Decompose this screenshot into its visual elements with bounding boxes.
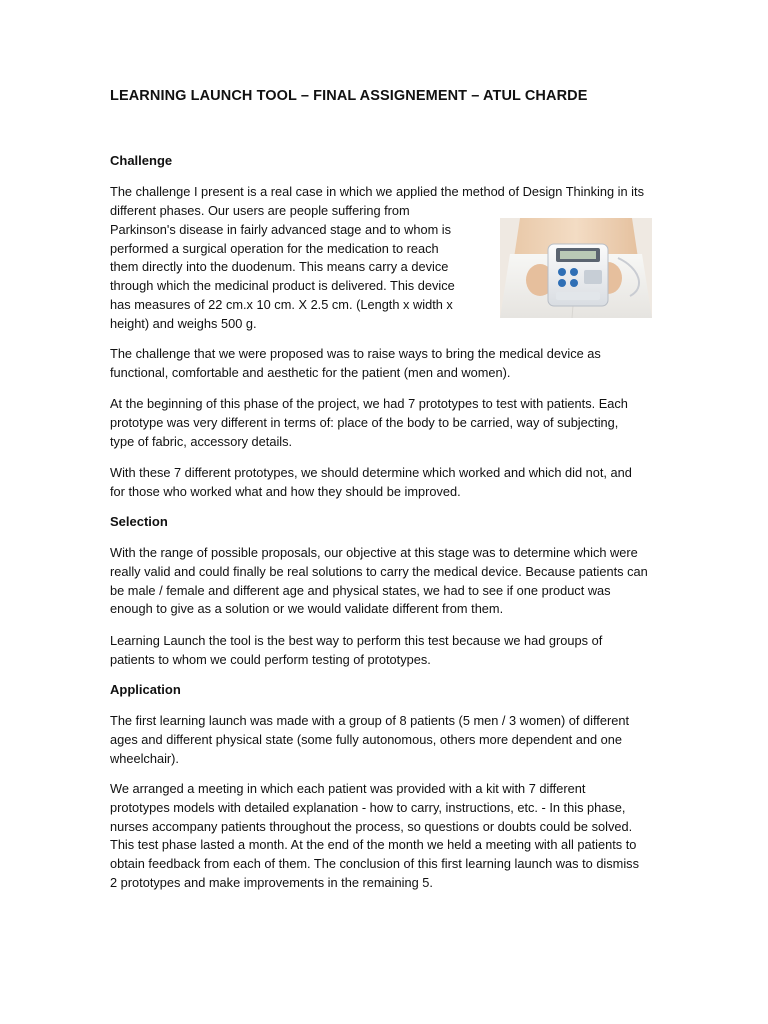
text-line: With these 7 different prototypes, we should determine which worked and which did not, and bbox=[110, 465, 632, 480]
medical-device-photo bbox=[500, 218, 652, 318]
text-line: different phases. Our users are people suffering from bbox=[110, 203, 410, 218]
text-line: ages and different physical state (some fully autonomous, others more dependent and one bbox=[110, 731, 622, 747]
text-line: With the range of possible proposals, our objective at this stage was to determine which were bbox=[110, 545, 638, 560]
text-line: wheelchair). bbox=[110, 750, 179, 766]
text-line: We arranged a meeting in which each patient was provided with a kit with 7 different bbox=[110, 781, 586, 796]
text-line: At the beginning of this phase of the project, we had 7 prototypes to test with patients. Each bbox=[110, 396, 628, 411]
paragraph bbox=[110, 632, 658, 670]
text-line: performed a surgical operation for the medication to reach bbox=[110, 240, 439, 256]
medical-device-illustration bbox=[500, 218, 652, 318]
paragraph bbox=[110, 780, 658, 893]
text-line: Learning Launch the tool is the best way to perform this test because we had groups of bbox=[110, 633, 603, 648]
text-line: be male / female and different age and physical states, we had to see if one product was bbox=[110, 582, 611, 598]
paragraph bbox=[110, 544, 658, 619]
text-line: obtain feedback from each of them. The conclusion of this first learning launch was to dismiss bbox=[110, 856, 639, 872]
text-line: through which the medicinal product is delivered. This device bbox=[110, 278, 455, 294]
text-line: Parkinson's disease in fairly advanced stage and to whom is bbox=[110, 221, 452, 237]
text-line: This test phase lasted a month. At the end of the month we held a meeting with all patients to bbox=[110, 837, 637, 853]
text-line: type of fabric, accessory details. bbox=[110, 433, 293, 449]
text-line: The first learning launch was made with a group of 8 patients (5 men / 3 women) of different bbox=[110, 713, 630, 728]
text-line: has measures of 22 cm.x 10 cm. X 2.5 cm. (Length x width x bbox=[110, 296, 453, 312]
text-line: them directly into the duodenum. This means carry a device bbox=[110, 259, 449, 275]
text-line: height) and weighs 500 g. bbox=[110, 315, 257, 331]
text-line: prototypes models with detailed explanation - how to carry, instructions, etc. - In this phase, bbox=[110, 799, 626, 815]
text-line: for those who worked what and how they should be improved. bbox=[110, 483, 461, 499]
paragraph bbox=[110, 345, 658, 383]
text-line: really valid and could finally be real solutions to carry the medical device. Because patients can bbox=[110, 563, 648, 579]
text-line: The challenge that we were proposed was to raise ways to bring the medical device as bbox=[110, 346, 601, 361]
paragraph-intro-wrapped bbox=[110, 202, 470, 334]
paragraph bbox=[110, 712, 658, 768]
text-line: patients to whom we could perform testing of prototypes. bbox=[110, 651, 431, 667]
text-line: prototype was very different in terms of: place of the body to be carried, way of subjecting, bbox=[110, 414, 619, 430]
heading-challenge: Challenge bbox=[110, 153, 173, 168]
text-line: 2 prototypes and make improvements in the remaining 5. bbox=[110, 874, 433, 890]
heading-selection: Selection bbox=[110, 514, 168, 529]
heading-application: Application bbox=[110, 682, 181, 697]
paragraph bbox=[110, 464, 658, 502]
text-line: enough to give as a solution or we would validate different from them. bbox=[110, 601, 504, 617]
paragraph-intro-line bbox=[110, 183, 658, 202]
document-title: LEARNING LAUNCH TOOL – FINAL ASSIGNEMENT – ATUL CHARDE bbox=[110, 88, 588, 104]
text-line: nurses accompany patients throughout the process, so questions or doubts could be solved. bbox=[110, 818, 633, 834]
text-line: The challenge I present is a real case in which we applied the method of Design Thinking in its bbox=[110, 184, 644, 199]
paragraph bbox=[110, 395, 658, 451]
text-line: functional, comfortable and aesthetic for the patient (men and women). bbox=[110, 364, 511, 380]
